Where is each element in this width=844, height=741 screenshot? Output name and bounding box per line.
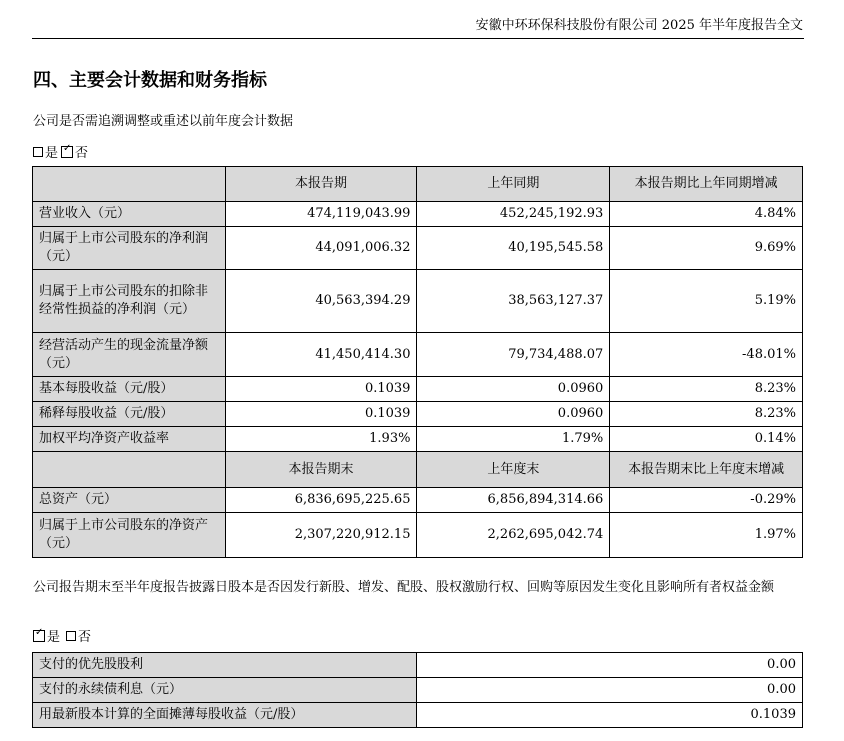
- share-capital-question: 公司报告期末至半年度报告披露日股本是否因发行新股、增发、配股、股权激励行权、回购等原因发生变化且影响所有者权益金额: [33, 580, 775, 595]
- row-label: 用最新股本计算的全面摊薄每股收益（元/股）: [33, 703, 417, 728]
- option-yes-label: 是: [45, 146, 59, 161]
- row-label: 支付的永续债利息（元）: [33, 678, 417, 703]
- value-cell: 474,119,043.99: [225, 202, 417, 227]
- value-cell: 40,195,545.58: [417, 227, 610, 270]
- value-cell: -0.29%: [610, 488, 803, 513]
- row-label: 加权平均净资产收益率: [33, 427, 226, 452]
- value-cell: 452,245,192.93: [417, 202, 610, 227]
- diluted-eps-table: [32, 652, 803, 728]
- table-header-row: [33, 452, 803, 488]
- option-no-label: 否: [75, 146, 89, 161]
- value-cell: 0.1039: [417, 703, 803, 728]
- value-cell: 2,262,695,042.74: [417, 513, 610, 558]
- value-cell: 41,450,414.30: [225, 333, 417, 377]
- value-cell: 0.0960: [417, 402, 610, 427]
- table-row: [33, 513, 803, 558]
- header-cell: 本报告期比上年同期增减: [610, 167, 803, 202]
- row-label: 归属于上市公司股东的净资产（元）: [33, 513, 226, 558]
- header-blank-cell: [33, 452, 226, 488]
- value-cell: 6,836,695,225.65: [225, 488, 417, 513]
- table-row: [33, 402, 803, 427]
- value-cell: 44,091,006.32: [225, 227, 417, 270]
- value-cell: 0.1039: [225, 402, 417, 427]
- header-cell: 本报告期末比上年度末增减: [610, 452, 803, 488]
- table-row: [33, 703, 803, 728]
- value-cell: 79,734,488.07: [417, 333, 610, 377]
- table-row: [33, 427, 803, 452]
- value-cell: 0.0960: [417, 377, 610, 402]
- row-label: 支付的优先股股利: [33, 653, 417, 678]
- value-cell: 1.93%: [225, 427, 417, 452]
- value-cell: 9.69%: [610, 227, 803, 270]
- table-row: [33, 653, 803, 678]
- value-cell: 1.79%: [417, 427, 610, 452]
- table-row: [33, 377, 803, 402]
- value-cell: 40,563,394.29: [225, 270, 417, 333]
- checkbox-no-checked[interactable]: [61, 146, 73, 158]
- table-row: [33, 488, 803, 513]
- header-blank-cell: [33, 167, 226, 202]
- header-cell: 上年同期: [417, 167, 610, 202]
- value-cell: 4.84%: [610, 202, 803, 227]
- value-cell: -48.01%: [610, 333, 803, 377]
- row-label: 总资产（元）: [33, 488, 226, 513]
- value-cell: 8.23%: [610, 402, 803, 427]
- checkbox-no[interactable]: [66, 631, 76, 641]
- table-row: [33, 333, 803, 377]
- value-cell: 38,563,127.37: [417, 270, 610, 333]
- row-label: 归属于上市公司股东的扣除非经常性损益的净利润（元）: [33, 270, 226, 333]
- value-cell: 0.14%: [610, 427, 803, 452]
- option-no-label: 否: [78, 630, 92, 645]
- table-row: [33, 678, 803, 703]
- value-cell: 1.97%: [610, 513, 803, 558]
- value-cell: 8.23%: [610, 377, 803, 402]
- section-title: 四、主要会计数据和财务指标: [33, 70, 267, 91]
- checkbox-yes-checked[interactable]: [33, 630, 45, 642]
- value-cell: 0.00: [417, 653, 803, 678]
- header-cell: 上年度末: [417, 452, 610, 488]
- row-label: 营业收入（元）: [33, 202, 226, 227]
- share-capital-options: [33, 626, 91, 645]
- header-cell: 本报告期: [225, 167, 417, 202]
- row-label: 基本每股收益（元/股）: [33, 377, 226, 402]
- value-cell: 0.00: [417, 678, 803, 703]
- table-row: [33, 270, 803, 333]
- value-cell: 5.19%: [610, 270, 803, 333]
- row-label: 归属于上市公司股东的净利润（元）: [33, 227, 226, 270]
- table-header-row: [33, 167, 803, 202]
- option-yes-label: 是: [47, 630, 61, 645]
- row-label: 稀释每股收益（元/股）: [33, 402, 226, 427]
- table-row: [33, 227, 803, 270]
- page-header: 安徽中环环保科技股份有限公司 2025 年半年度报告全文: [475, 18, 803, 33]
- value-cell: 0.1039: [225, 377, 417, 402]
- checkbox-yes[interactable]: [33, 147, 43, 157]
- value-cell: 2,307,220,912.15: [225, 513, 417, 558]
- financial-indicators-table: [32, 166, 803, 558]
- restatement-options: [33, 142, 88, 161]
- row-label: 经营活动产生的现金流量净额（元）: [33, 333, 226, 377]
- header-rule: [32, 38, 804, 39]
- value-cell: 6,856,894,314.66: [417, 488, 610, 513]
- header-cell: 本报告期末: [225, 452, 417, 488]
- table-row: [33, 202, 803, 227]
- restatement-question: 公司是否需追溯调整或重述以前年度会计数据: [33, 114, 294, 129]
